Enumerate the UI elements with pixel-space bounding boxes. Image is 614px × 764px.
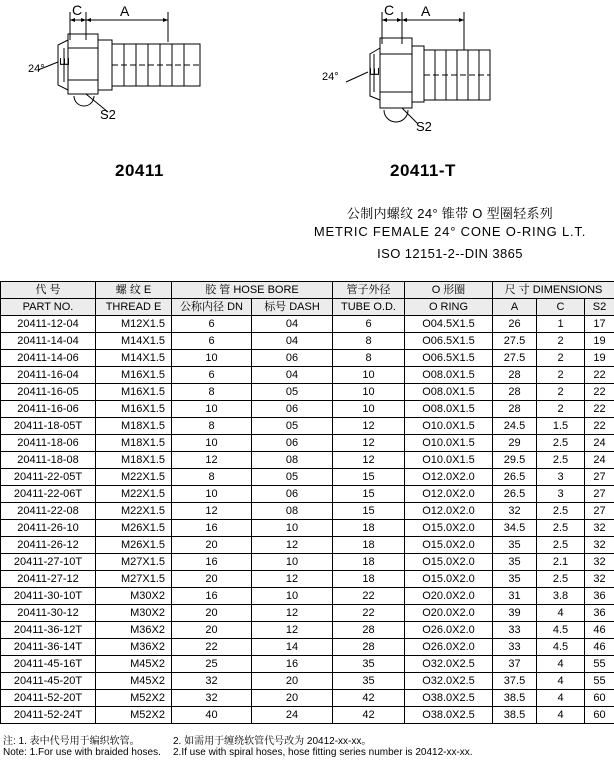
cell-dim-c: 2 <box>537 350 585 367</box>
cell-dim-s2: 55 <box>585 673 614 690</box>
cell-thread: M18X1.5 <box>96 435 172 452</box>
cell-bore-dn: 10 <box>172 401 252 418</box>
cell-o-ring: O08.0X1.5 <box>405 367 493 384</box>
table-row <box>1 690 614 707</box>
header-oring-cn: O 形圈 <box>405 282 493 299</box>
cell-dim-s2: 32 <box>585 571 614 588</box>
table-row <box>1 401 614 418</box>
cell-o-ring: O20.0X2.0 <box>405 605 493 622</box>
dim-s2-label: S2 <box>100 107 116 122</box>
cell-bore-dn: 40 <box>172 707 252 724</box>
cell-bore-dn: 20 <box>172 622 252 639</box>
cell-tube-od: 35 <box>333 656 405 673</box>
cell-part-no: 20411-30-12 <box>1 605 96 622</box>
cell-dim-s2: 22 <box>585 367 614 384</box>
cell-dim-a: 24.5 <box>493 418 537 435</box>
cell-tube-od: 15 <box>333 469 405 486</box>
note-cn-1: 注: 1. 表中代号用于编织软管。 <box>3 736 140 747</box>
dim-c-label: C <box>72 2 83 18</box>
cell-dim-c: 4.5 <box>537 622 585 639</box>
notes-chinese <box>3 732 372 747</box>
cell-thread: M45X2 <box>96 656 172 673</box>
table-row <box>1 588 614 605</box>
cell-part-no: 20411-36-14T <box>1 639 96 656</box>
cell-dim-c: 2 <box>537 401 585 418</box>
header-thread-en: THREAD E <box>96 299 172 316</box>
cell-bore-dn: 16 <box>172 520 252 537</box>
cell-part-no: 20411-27-12 <box>1 571 96 588</box>
cell-part-no: 20411-18-06 <box>1 435 96 452</box>
cell-part-no: 20411-30-10T <box>1 588 96 605</box>
cell-dim-s2: 60 <box>585 707 614 724</box>
cell-dash: 06 <box>252 401 333 418</box>
header-dim-c: C <box>537 299 585 316</box>
cell-dash: 04 <box>252 316 333 333</box>
cell-dim-a: 35 <box>493 571 537 588</box>
fitting-drawing-20411-t <box>318 0 498 140</box>
cell-thread: M36X2 <box>96 622 172 639</box>
cell-part-no: 20411-22-06T <box>1 486 96 503</box>
cell-thread: M26X1.5 <box>96 537 172 554</box>
cell-dash: 06 <box>252 435 333 452</box>
cell-dash: 10 <box>252 588 333 605</box>
table-row <box>1 622 614 639</box>
cell-thread: M22X1.5 <box>96 503 172 520</box>
cell-dash: 10 <box>252 554 333 571</box>
cell-tube-od: 42 <box>333 707 405 724</box>
cell-dim-c: 4.5 <box>537 639 585 656</box>
note-en-1: Note: 1.For use with braided hoses. <box>3 747 161 758</box>
cell-tube-od: 12 <box>333 452 405 469</box>
cell-bore-dn: 10 <box>172 486 252 503</box>
cell-tube-od: 10 <box>333 367 405 384</box>
table-row <box>1 656 614 673</box>
table-row <box>1 418 614 435</box>
cell-bore-dn: 6 <box>172 316 252 333</box>
cell-part-no: 20411-14-06 <box>1 350 96 367</box>
cell-dim-s2: 27 <box>585 469 614 486</box>
cell-dim-c: 4 <box>537 656 585 673</box>
cell-dim-s2: 27 <box>585 486 614 503</box>
cell-dim-a: 38.5 <box>493 690 537 707</box>
cell-part-no: 20411-45-16T <box>1 656 96 673</box>
cell-dash: 05 <box>252 418 333 435</box>
note-cn-2: 2. 如需用于缠绕软管代号改为 20412-xx-xx。 <box>173 736 372 747</box>
cell-o-ring: O32.0X2.5 <box>405 673 493 690</box>
header-dimensions: 尺 寸 DIMENSIONS <box>493 282 614 299</box>
cell-dim-s2: 32 <box>585 554 614 571</box>
cell-dim-s2: 27 <box>585 503 614 520</box>
cell-tube-od: 28 <box>333 622 405 639</box>
cell-dim-s2: 24 <box>585 452 614 469</box>
cell-dim-c: 4 <box>537 605 585 622</box>
cell-bore-dn: 25 <box>172 656 252 673</box>
header-oring-en: O RING <box>405 299 493 316</box>
cell-dash: 05 <box>252 384 333 401</box>
table-row <box>1 350 614 367</box>
cell-bore-dn: 32 <box>172 690 252 707</box>
cell-dash: 04 <box>252 333 333 350</box>
cell-dim-s2: 22 <box>585 401 614 418</box>
cell-dim-s2: 60 <box>585 690 614 707</box>
table-body <box>1 316 614 724</box>
cell-thread: M18X1.5 <box>96 452 172 469</box>
cell-dim-c: 3 <box>537 469 585 486</box>
cell-tube-od: 18 <box>333 554 405 571</box>
dim-s2-label: S2 <box>416 119 432 134</box>
table-row <box>1 486 614 503</box>
cell-o-ring: O32.0X2.5 <box>405 656 493 673</box>
angle-label: 24° <box>28 63 45 75</box>
cell-tube-od: 10 <box>333 401 405 418</box>
fitting-drawing-20411 <box>28 0 208 130</box>
cell-o-ring: O12.0X2.0 <box>405 469 493 486</box>
cell-tube-od: 18 <box>333 537 405 554</box>
cell-part-no: 20411-18-05T <box>1 418 96 435</box>
cell-dim-c: 2.5 <box>537 503 585 520</box>
cell-o-ring: O08.0X1.5 <box>405 384 493 401</box>
cell-tube-od: 35 <box>333 673 405 690</box>
cell-dim-a: 27.5 <box>493 350 537 367</box>
cell-dash: 14 <box>252 639 333 656</box>
cell-dim-s2: 36 <box>585 605 614 622</box>
table-header-row-1 <box>1 282 614 299</box>
cell-dim-s2: 19 <box>585 333 614 350</box>
cell-bore-dn: 20 <box>172 571 252 588</box>
cell-o-ring: O04.5X1.5 <box>405 316 493 333</box>
cell-part-no: 20411-14-04 <box>1 333 96 350</box>
header-dim-a: A <box>493 299 537 316</box>
table-row <box>1 673 614 690</box>
cell-tube-od: 6 <box>333 316 405 333</box>
cell-o-ring: O10.0X1.5 <box>405 435 493 452</box>
cell-thread: M52X2 <box>96 707 172 724</box>
dim-a-label: A <box>421 3 431 19</box>
cell-bore-dn: 32 <box>172 673 252 690</box>
cell-o-ring: O12.0X2.0 <box>405 503 493 520</box>
cell-thread: M14X1.5 <box>96 350 172 367</box>
cell-thread: M14X1.5 <box>96 333 172 350</box>
dim-a-label: A <box>120 3 130 19</box>
header-tube-en: TUBE O.D. <box>333 299 405 316</box>
cell-o-ring: O06.5X1.5 <box>405 350 493 367</box>
cell-part-no: 20411-27-10T <box>1 554 96 571</box>
cell-dim-s2: 55 <box>585 656 614 673</box>
cell-o-ring: O10.0X1.5 <box>405 418 493 435</box>
series-title-english: METRIC FEMALE 24° CONE O-RING L.T. <box>313 224 587 239</box>
cell-o-ring: O08.0X1.5 <box>405 401 493 418</box>
cell-dim-a: 29 <box>493 435 537 452</box>
cell-bore-dn: 8 <box>172 418 252 435</box>
header-dim-s2: S2 <box>585 299 614 316</box>
table-row <box>1 367 614 384</box>
cell-thread: M30X2 <box>96 605 172 622</box>
cell-tube-od: 8 <box>333 350 405 367</box>
cell-dim-c: 4 <box>537 707 585 724</box>
cell-dim-a: 26.5 <box>493 486 537 503</box>
cell-dim-c: 1.5 <box>537 418 585 435</box>
cell-bore-dn: 6 <box>172 333 252 350</box>
table-row <box>1 452 614 469</box>
cell-dim-a: 26 <box>493 316 537 333</box>
cell-dash: 24 <box>252 707 333 724</box>
cell-part-no: 20411-16-05 <box>1 384 96 401</box>
cell-bore-dn: 6 <box>172 367 252 384</box>
cell-o-ring: O26.0X2.0 <box>405 622 493 639</box>
notes-english <box>3 747 473 758</box>
cell-dim-a: 31 <box>493 588 537 605</box>
cell-o-ring: O15.0X2.0 <box>405 520 493 537</box>
table-row <box>1 469 614 486</box>
cell-dim-a: 35 <box>493 537 537 554</box>
cell-dim-c: 3.8 <box>537 588 585 605</box>
table-row <box>1 537 614 554</box>
cell-dim-a: 28 <box>493 384 537 401</box>
cell-thread: M52X2 <box>96 690 172 707</box>
cell-bore-dn: 16 <box>172 588 252 605</box>
header-dn: 公称内径 DN <box>172 299 252 316</box>
cell-thread: M22X1.5 <box>96 469 172 486</box>
cell-part-no: 20411-52-20T <box>1 690 96 707</box>
cell-dim-s2: 17 <box>585 316 614 333</box>
model-number-left: 20411 <box>115 161 164 180</box>
table-row <box>1 639 614 656</box>
cell-part-no: 20411-36-12T <box>1 622 96 639</box>
cell-bore-dn: 22 <box>172 639 252 656</box>
cell-dim-c: 2 <box>537 367 585 384</box>
table-row <box>1 605 614 622</box>
cell-dash: 12 <box>252 622 333 639</box>
cell-dash: 08 <box>252 503 333 520</box>
cell-dash: 08 <box>252 452 333 469</box>
note-en-2: 2.If use with spiral hoses, hose fitting series number is 20412-xx-xx. <box>173 747 473 758</box>
dim-e-label: E <box>57 57 72 66</box>
header-hose-bore: 胶 管 HOSE BORE <box>172 282 333 299</box>
series-title-chinese: 公制内螺纹 24° 锥带 O 型圈轻系列 <box>346 206 554 221</box>
cell-dim-a: 37 <box>493 656 537 673</box>
cell-dash: 12 <box>252 605 333 622</box>
cell-tube-od: 15 <box>333 503 405 520</box>
cell-dash: 12 <box>252 571 333 588</box>
header-part-cn: 代 号 <box>1 282 96 299</box>
cell-dim-s2: 46 <box>585 622 614 639</box>
cell-dash: 06 <box>252 350 333 367</box>
cell-dash: 20 <box>252 690 333 707</box>
cell-dash: 06 <box>252 486 333 503</box>
table-row <box>1 316 614 333</box>
cell-dim-c: 2.5 <box>537 520 585 537</box>
table-row <box>1 571 614 588</box>
cell-dim-s2: 22 <box>585 418 614 435</box>
cell-part-no: 20411-52-24T <box>1 707 96 724</box>
cell-dim-c: 2.5 <box>537 435 585 452</box>
cell-dim-c: 4 <box>537 673 585 690</box>
dim-e-label: E <box>367 67 382 76</box>
table-row <box>1 520 614 537</box>
cell-thread: M30X2 <box>96 588 172 605</box>
cell-dash: 12 <box>252 537 333 554</box>
cell-part-no: 20411-12-04 <box>1 316 96 333</box>
table-row <box>1 333 614 350</box>
cell-part-no: 20411-16-04 <box>1 367 96 384</box>
dim-c-label: C <box>384 2 395 18</box>
series-standard: ISO 12151-2--DIN 3865 <box>377 246 523 261</box>
cell-dim-a: 35 <box>493 554 537 571</box>
cell-bore-dn: 16 <box>172 554 252 571</box>
cell-bore-dn: 8 <box>172 469 252 486</box>
cell-thread: M12X1.5 <box>96 316 172 333</box>
table-row <box>1 435 614 452</box>
cell-o-ring: O10.0X1.5 <box>405 452 493 469</box>
cell-dim-a: 39 <box>493 605 537 622</box>
cell-thread: M16X1.5 <box>96 367 172 384</box>
cell-dim-a: 34.5 <box>493 520 537 537</box>
cell-part-no: 20411-22-08 <box>1 503 96 520</box>
cell-bore-dn: 12 <box>172 452 252 469</box>
cell-dim-s2: 46 <box>585 639 614 656</box>
cell-dim-c: 2.5 <box>537 537 585 554</box>
cell-o-ring: O12.0X2.0 <box>405 486 493 503</box>
cell-thread: M45X2 <box>96 673 172 690</box>
cell-dim-c: 2.5 <box>537 452 585 469</box>
cell-thread: M18X1.5 <box>96 418 172 435</box>
cell-tube-od: 22 <box>333 588 405 605</box>
cell-tube-od: 18 <box>333 520 405 537</box>
cell-o-ring: O38.0X2.5 <box>405 707 493 724</box>
cell-dash: 20 <box>252 673 333 690</box>
cell-o-ring: O06.5X1.5 <box>405 333 493 350</box>
cell-tube-od: 22 <box>333 605 405 622</box>
cell-thread: M27X1.5 <box>96 554 172 571</box>
cell-part-no: 20411-18-08 <box>1 452 96 469</box>
cell-thread: M16X1.5 <box>96 384 172 401</box>
cell-dim-s2: 19 <box>585 350 614 367</box>
cell-dim-a: 26.5 <box>493 469 537 486</box>
model-number-right: 20411-T <box>390 161 456 180</box>
cell-thread: M26X1.5 <box>96 520 172 537</box>
cell-tube-od: 12 <box>333 435 405 452</box>
cell-part-no: 20411-26-12 <box>1 537 96 554</box>
cell-dim-s2: 32 <box>585 537 614 554</box>
cell-dim-c: 1 <box>537 316 585 333</box>
cell-thread: M36X2 <box>96 639 172 656</box>
cell-tube-od: 42 <box>333 690 405 707</box>
cell-dim-a: 37.5 <box>493 673 537 690</box>
cell-dim-a: 29.5 <box>493 452 537 469</box>
cell-bore-dn: 20 <box>172 605 252 622</box>
cell-tube-od: 18 <box>333 571 405 588</box>
cell-dim-a: 28 <box>493 367 537 384</box>
cell-o-ring: O38.0X2.5 <box>405 690 493 707</box>
cell-dash: 05 <box>252 469 333 486</box>
cell-tube-od: 12 <box>333 418 405 435</box>
cell-o-ring: O15.0X2.0 <box>405 537 493 554</box>
dimensions-table <box>0 281 614 724</box>
cell-dim-c: 2.5 <box>537 571 585 588</box>
cell-o-ring: O15.0X2.0 <box>405 554 493 571</box>
cell-thread: M16X1.5 <box>96 401 172 418</box>
cell-o-ring: O15.0X2.0 <box>405 571 493 588</box>
cell-part-no: 20411-45-20T <box>1 673 96 690</box>
cell-dim-a: 38.5 <box>493 707 537 724</box>
header-part-en: PART NO. <box>1 299 96 316</box>
cell-thread: M22X1.5 <box>96 486 172 503</box>
header-thread-cn: 螺 纹 E <box>96 282 172 299</box>
cell-tube-od: 8 <box>333 333 405 350</box>
cell-tube-od: 15 <box>333 486 405 503</box>
table-row <box>1 384 614 401</box>
cell-bore-dn: 20 <box>172 537 252 554</box>
cell-dash: 10 <box>252 520 333 537</box>
cell-bore-dn: 8 <box>172 384 252 401</box>
cell-dim-c: 3 <box>537 486 585 503</box>
cell-bore-dn: 10 <box>172 350 252 367</box>
cell-dim-s2: 36 <box>585 588 614 605</box>
cell-dim-c: 2 <box>537 333 585 350</box>
angle-label: 24° <box>322 71 339 83</box>
cell-dim-s2: 22 <box>585 384 614 401</box>
cell-dim-a: 27.5 <box>493 333 537 350</box>
cell-tube-od: 10 <box>333 384 405 401</box>
table-row <box>1 503 614 520</box>
cell-dim-c: 2.1 <box>537 554 585 571</box>
table-header-row-2 <box>1 299 614 316</box>
header-tube-cn: 管子外径 <box>333 282 405 299</box>
cell-dim-a: 28 <box>493 401 537 418</box>
cell-bore-dn: 12 <box>172 503 252 520</box>
cell-part-no: 20411-16-06 <box>1 401 96 418</box>
cell-tube-od: 28 <box>333 639 405 656</box>
cell-dash: 16 <box>252 656 333 673</box>
cell-dim-c: 4 <box>537 690 585 707</box>
cell-dim-a: 33 <box>493 622 537 639</box>
cell-dash: 04 <box>252 367 333 384</box>
cell-thread: M27X1.5 <box>96 571 172 588</box>
cell-o-ring: O26.0X2.0 <box>405 639 493 656</box>
header-dash: 标号 DASH <box>252 299 333 316</box>
cell-dim-s2: 32 <box>585 520 614 537</box>
table-row <box>1 554 614 571</box>
cell-bore-dn: 10 <box>172 435 252 452</box>
cell-part-no: 20411-22-05T <box>1 469 96 486</box>
cell-dim-c: 2 <box>537 384 585 401</box>
cell-o-ring: O20.0X2.0 <box>405 588 493 605</box>
cell-dim-a: 32 <box>493 503 537 520</box>
cell-dim-s2: 24 <box>585 435 614 452</box>
cell-part-no: 20411-26-10 <box>1 520 96 537</box>
table-row <box>1 707 614 724</box>
cell-dim-a: 33 <box>493 639 537 656</box>
